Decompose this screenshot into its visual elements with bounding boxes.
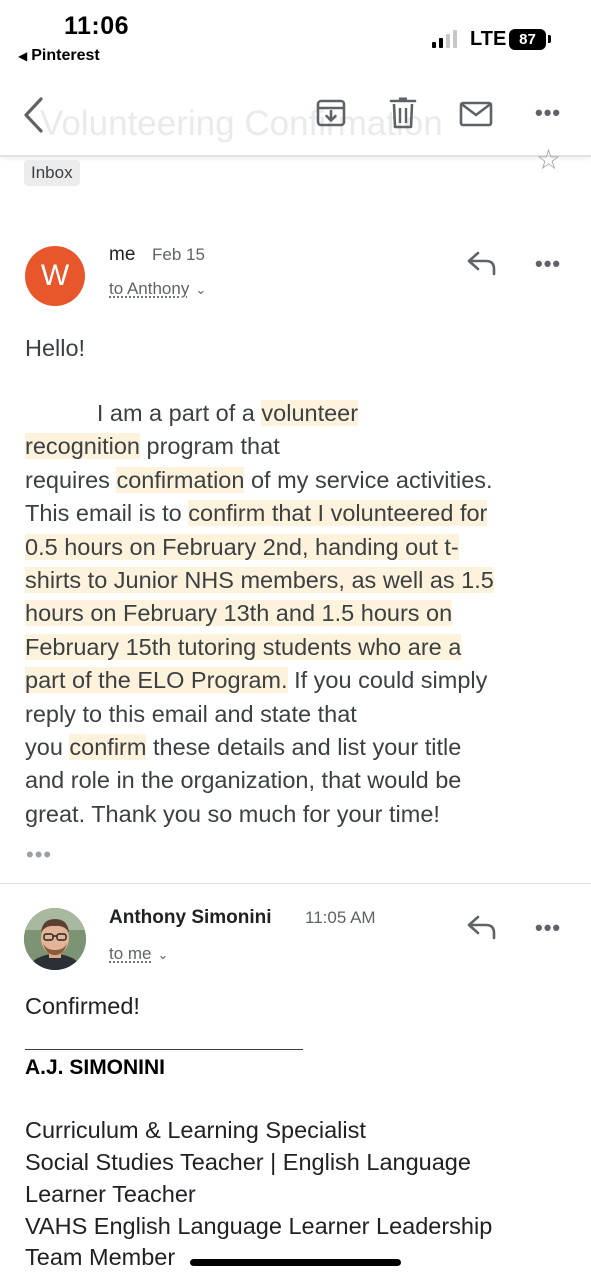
- back-icon[interactable]: [20, 96, 50, 134]
- mail-icon[interactable]: [459, 101, 493, 127]
- signature-line: Curriculum & Learning Specialist: [25, 1117, 366, 1143]
- inbox-label-chip[interactable]: Inbox: [24, 160, 80, 186]
- body-line: February 15th tutoring students who are a: [25, 633, 462, 660]
- message2-time: 11:05 AM: [305, 908, 376, 927]
- message1-recipients[interactable]: [109, 279, 206, 299]
- message1-date: Feb 15: [152, 245, 205, 264]
- body-line: recognition program that: [25, 433, 280, 460]
- trash-icon[interactable]: [389, 96, 417, 130]
- message1-more-icon[interactable]: •••: [535, 251, 562, 276]
- body-line: requires confirmation of my service activities.: [25, 466, 493, 493]
- message2-sender: Anthony Simonini: [109, 907, 272, 928]
- message1-sender: me: [109, 244, 136, 265]
- reply-icon[interactable]: [466, 914, 498, 940]
- signature-rule: [25, 1049, 303, 1050]
- battery-level: 87: [519, 31, 536, 48]
- sender-photo-avatar: [24, 908, 86, 970]
- back-app-label: Pinterest: [31, 47, 100, 64]
- body-line: This email is to confirm that I volunteered for: [25, 500, 488, 527]
- toolbar-divider: [0, 155, 591, 157]
- cellular-signal-icon: [432, 30, 460, 48]
- home-indicator[interactable]: [190, 1259, 401, 1266]
- body-line: shirts to Junior NHS members, as well as 1.5: [25, 567, 494, 594]
- body-line: reply to this email and state that: [25, 700, 357, 727]
- subject-title: Volunteering Confirmation: [40, 104, 443, 143]
- archive-icon[interactable]: [315, 97, 347, 129]
- message2-more-icon[interactable]: •••: [535, 915, 562, 940]
- signature-line: VAHS English Language Learner Leadership: [25, 1213, 493, 1239]
- recipients-label: to Anthony: [109, 279, 190, 298]
- show-trimmed-content-button[interactable]: •••: [26, 842, 53, 867]
- back-triangle-icon: ◀: [18, 49, 28, 63]
- star-icon[interactable]: ☆: [536, 144, 562, 175]
- body-line: 0.5 hours on February 2nd, handing out t-: [25, 533, 459, 560]
- network-type: LTE: [470, 28, 507, 50]
- status-time: 11:06: [64, 12, 130, 40]
- recipients-label: to me: [109, 944, 152, 963]
- signature-name: A.J. SIMONINI: [25, 1056, 166, 1079]
- chevron-down-icon: ⌄: [195, 282, 207, 297]
- body-line: great. Thank you so much for your time!: [25, 800, 440, 827]
- reply-icon[interactable]: [466, 250, 498, 276]
- back-to-app-link[interactable]: [18, 47, 100, 65]
- body-line: part of the ELO Program. If you could simply: [25, 667, 488, 694]
- message-divider: [0, 883, 591, 884]
- more-icon[interactable]: •••: [535, 100, 562, 125]
- battery-icon: [509, 29, 546, 50]
- signature-line: Team Member: [25, 1244, 176, 1270]
- body-line: you confirm these details and list your title: [25, 734, 462, 761]
- message2-reply-text: Confirmed!: [25, 993, 140, 1019]
- message1-body: [25, 397, 494, 831]
- sender-avatar: W: [25, 246, 85, 306]
- battery-tip: [548, 35, 551, 43]
- chevron-down-icon: ⌄: [157, 947, 169, 962]
- signature-line: Learner Teacher: [25, 1181, 196, 1207]
- body-line: hours on February 13th and 1.5 hours on: [25, 600, 453, 627]
- message1-greeting: Hello!: [25, 335, 86, 361]
- signature-line: Social Studies Teacher | English Language: [25, 1149, 471, 1175]
- message2-recipients[interactable]: [109, 944, 168, 964]
- body-line: I am a part of a volunteer: [25, 400, 359, 426]
- body-line: and role in the organization, that would be: [25, 767, 462, 794]
